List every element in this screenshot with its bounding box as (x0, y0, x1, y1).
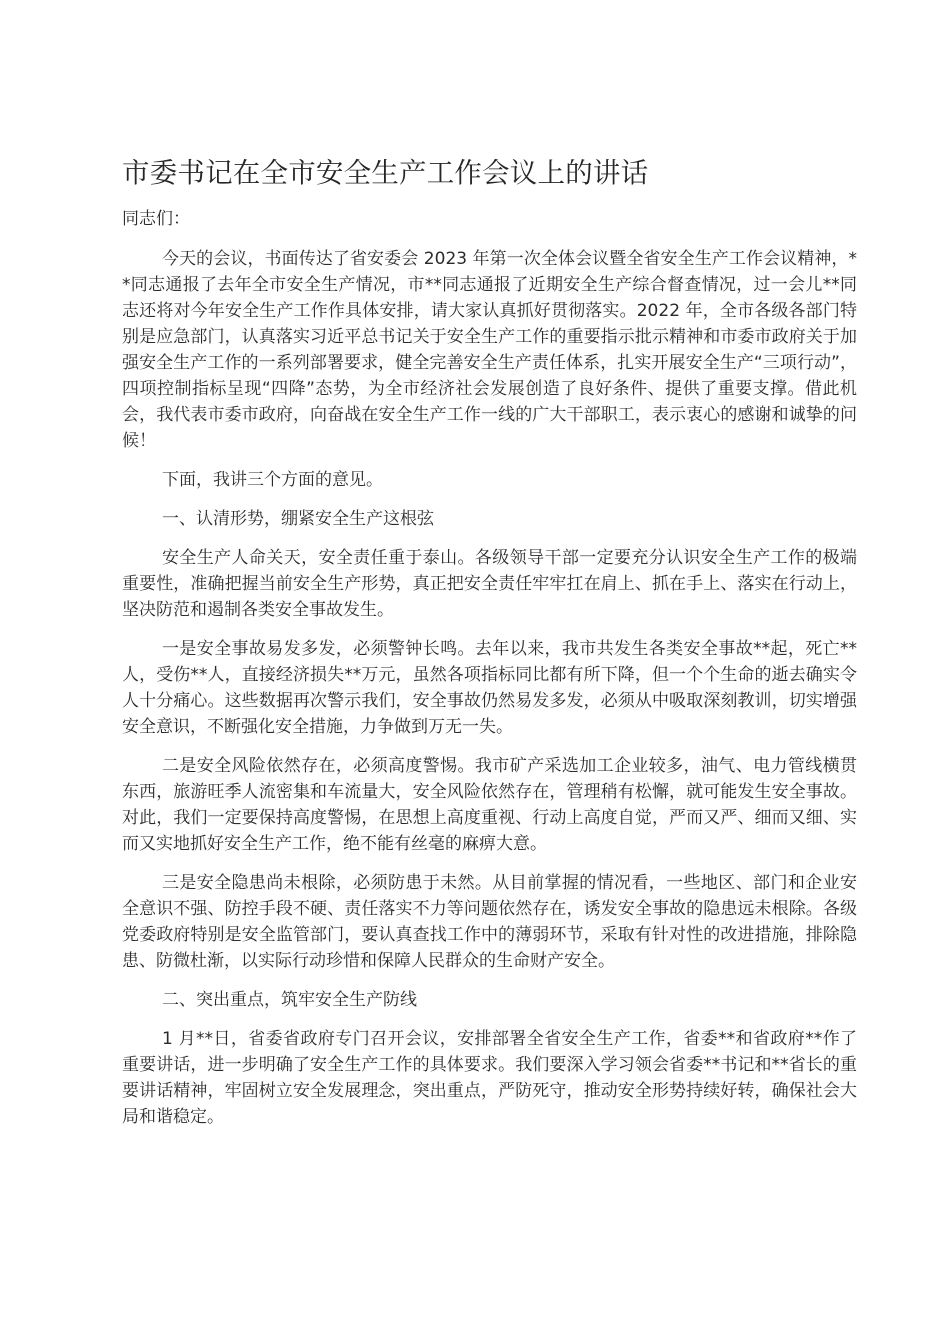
document-page (122, 148, 857, 1143)
paragraph-opening: 今天的会议，书面传达了省安委会 2023 年第一次全体会议暨全省安全生产工作会议精神，**同志通报了去年全市安全生产情况，市**同志通报了近期安全生产综合督查情况，过一会儿**同志还将对今年安全生产工作作具体安排，请大家认真抓好贯彻落实。2022 年，全市各级各部门特别是应急部门，认真落实习近平总书记关于安全生产工作的重要指示批示精神和市委市政府关于加强安全生产工作的一系列部署要求，健全完善安全生产责任体系，扎实开展安全生产“三项行动”，四项控制指标呈现“四降”态势，为全市经济社会发展创造了良好条件、提供了重要支撑。借此机会，我代表市委市政府，向奋战在安全生产工作一线的广大干部职工，表示衷心的感谢和诚挚的问候！ (122, 249, 857, 451)
section-heading-1: 一、认清形势，绷紧安全生产这根弦 (162, 509, 434, 529)
paragraph-section-1-intro: 安全生产人命关天，安全责任重于泰山。各级领导干部一定要充分认识安全生产工作的极端重要性，准确把握当前安全生产形势，真正把安全责任牢牢扛在肩上、抓在手上、落实在行动上，坚决防范和遏制各类安全事故发生。 (122, 548, 857, 620)
paragraph-point-3: 三是安全隐患尚未根除，必须防患于未然。从目前掌握的情况看，一些地区、部门和企业安全意识不强、防控手段不硬、责任落实不力等问题依然存在，诱发安全事故的隐患远未根除。各级党委政府特别是安全监管部门，要认真查找工作中的薄弱环节，采取有针对性的改进措施，排除隐患、防微杜渐，以实际行动珍惜和保障人民群众的生命财产安全。 (122, 873, 857, 971)
paragraph-outline: 下面，我讲三个方面的意见。 (162, 470, 383, 490)
salutation: 同志们： (122, 209, 190, 229)
section-heading-2: 二、突出重点，筑牢安全生产防线 (162, 990, 417, 1010)
document-title: 市委书记在全市安全生产工作会议上的讲话 (122, 157, 649, 189)
paragraph-section-2-intro: 1 月**日，省委省政府专门召开会议，安排部署全省安全生产工作，省委**和省政府**作了重要讲话，进一步明确了安全生产工作的具体要求。我们要深入学习领会省委**书记和**省长的重要讲话精神，牢固树立安全发展理念，突出重点，严防死守，推动安全形势持续好转，确保社会大局和谐稳定。 (122, 1029, 857, 1127)
paragraph-point-2: 二是安全风险依然存在，必须高度警惕。我市矿产采选加工企业较多，油气、电力管线横贯东西，旅游旺季人流密集和车流量大，安全风险依然存在，管理稍有松懈，就可能发生安全事故。对此，我们一定要保持高度警惕，在思想上高度重视、行动上高度自觉，严而又严、细而又细、实而又实地抓好安全生产工作，绝不能有丝毫的麻痹大意。 (122, 756, 857, 854)
paragraph-point-1: 一是安全事故易发多发，必须警钟长鸣。去年以来，我市共发生各类安全事故**起，死亡**人，受伤**人，直接经济损失**万元，虽然各项指标同比都有所下降，但一个个生命的逝去确实令人十分痛心。这些数据再次警示我们，安全事故仍然易发多发，必须从中吸取深刻教训，切实增强安全意识，不断强化安全措施，力争做到万无一失。 (122, 639, 857, 737)
